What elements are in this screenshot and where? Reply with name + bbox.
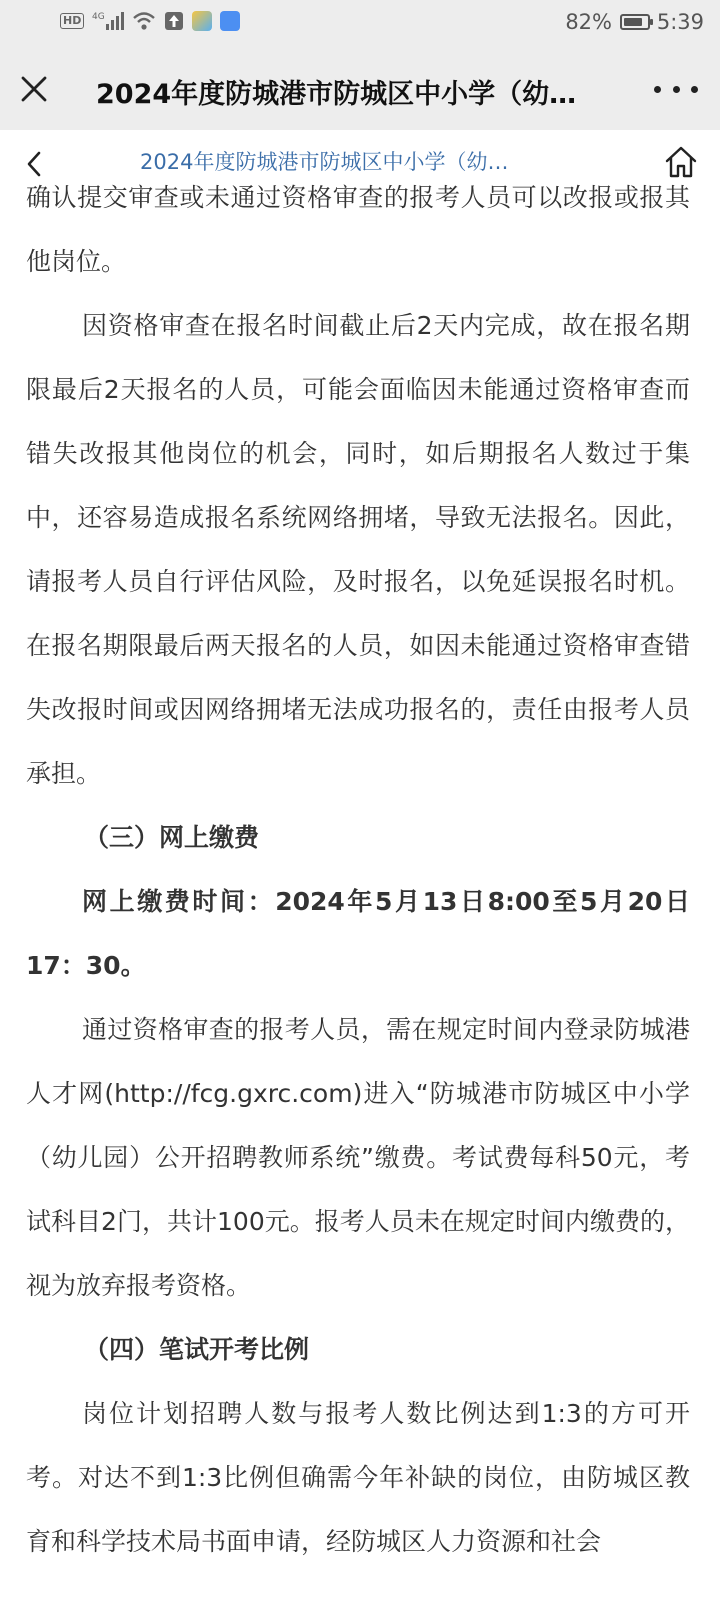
close-icon[interactable]: [14, 69, 54, 109]
section-heading: （三）网上缴费: [84, 823, 260, 852]
status-icons-right: [565, 10, 650, 34]
clock: 5:39: [656, 10, 704, 34]
page-title: 2024年度防城港市防城区中小学（幼…: [96, 79, 577, 110]
battery-icon: [620, 14, 650, 30]
more-dot: [654, 86, 661, 93]
upload-icon: [164, 11, 184, 31]
app-icon: [192, 11, 212, 31]
battery-level: [624, 18, 642, 26]
article-source-title[interactable]: 2024年度防城港市防城区中小学（幼…: [140, 150, 509, 174]
battery-percent: 82%: [565, 10, 612, 34]
more-dot: [691, 86, 698, 93]
article-paragraph: 网上缴费时间：2024年5月13日8:00至5月20日17：30。: [26, 887, 690, 980]
signal-icon: [92, 10, 124, 32]
article-paragraph: 岗位计划招聘人数与报考人数比例达到1:3的方可开考。对达不到1:3比例但确需今年补缺的岗位，由防城区教育和科学技术局书面申请，经防城区人力资源和社会: [26, 1399, 690, 1556]
article-paragraph: 确认提交审查或未通过资格审查的报考人员可以改报或报其他岗位。: [26, 183, 690, 276]
article-paragraph: 因资格审查在报名时间截止后2天内完成，故在报名期限最后2天报名的人员，可能会面临因未能通过资格审查而错失改报其他岗位的机会，同时，如后期报名人数过于集中，还容易造成报名系统网络拥堵，导致无法报名。因此，请报考人员自行评估风险，及时报名，以免延误报名时机。在报名期限最后两天报名的人员，如因未能通过资格审查错失改报时间或因网络拥堵无法成功报名的，责任由报考人员承担。: [26, 311, 690, 788]
network-type-label: 4G: [92, 12, 106, 22]
article-paragraph: 通过资格审查的报考人员，需在规定时间内登录防城港人才网(http://fcg.gxrc.com)进入“防城港市防城区中小学（幼儿园）公开招聘教师系统”缴费。考试费每科50元，考试科目2门，共计100元。报考人员未在规定时间内缴费的，视为放弃报考资格。: [26, 1015, 690, 1300]
title-bar: [0, 48, 720, 130]
more-icon[interactable]: [654, 74, 698, 104]
article-viewport[interactable]: [0, 183, 720, 1600]
more-dot: [673, 86, 680, 93]
hd-icon: HD: [60, 13, 84, 29]
wifi-icon: [132, 11, 156, 31]
message-icon: [220, 11, 240, 31]
article-body: [26, 166, 690, 1574]
status-bar: [0, 0, 720, 48]
status-icons-left: [60, 10, 240, 32]
section-heading: （四）笔试开考比例: [84, 1335, 310, 1364]
